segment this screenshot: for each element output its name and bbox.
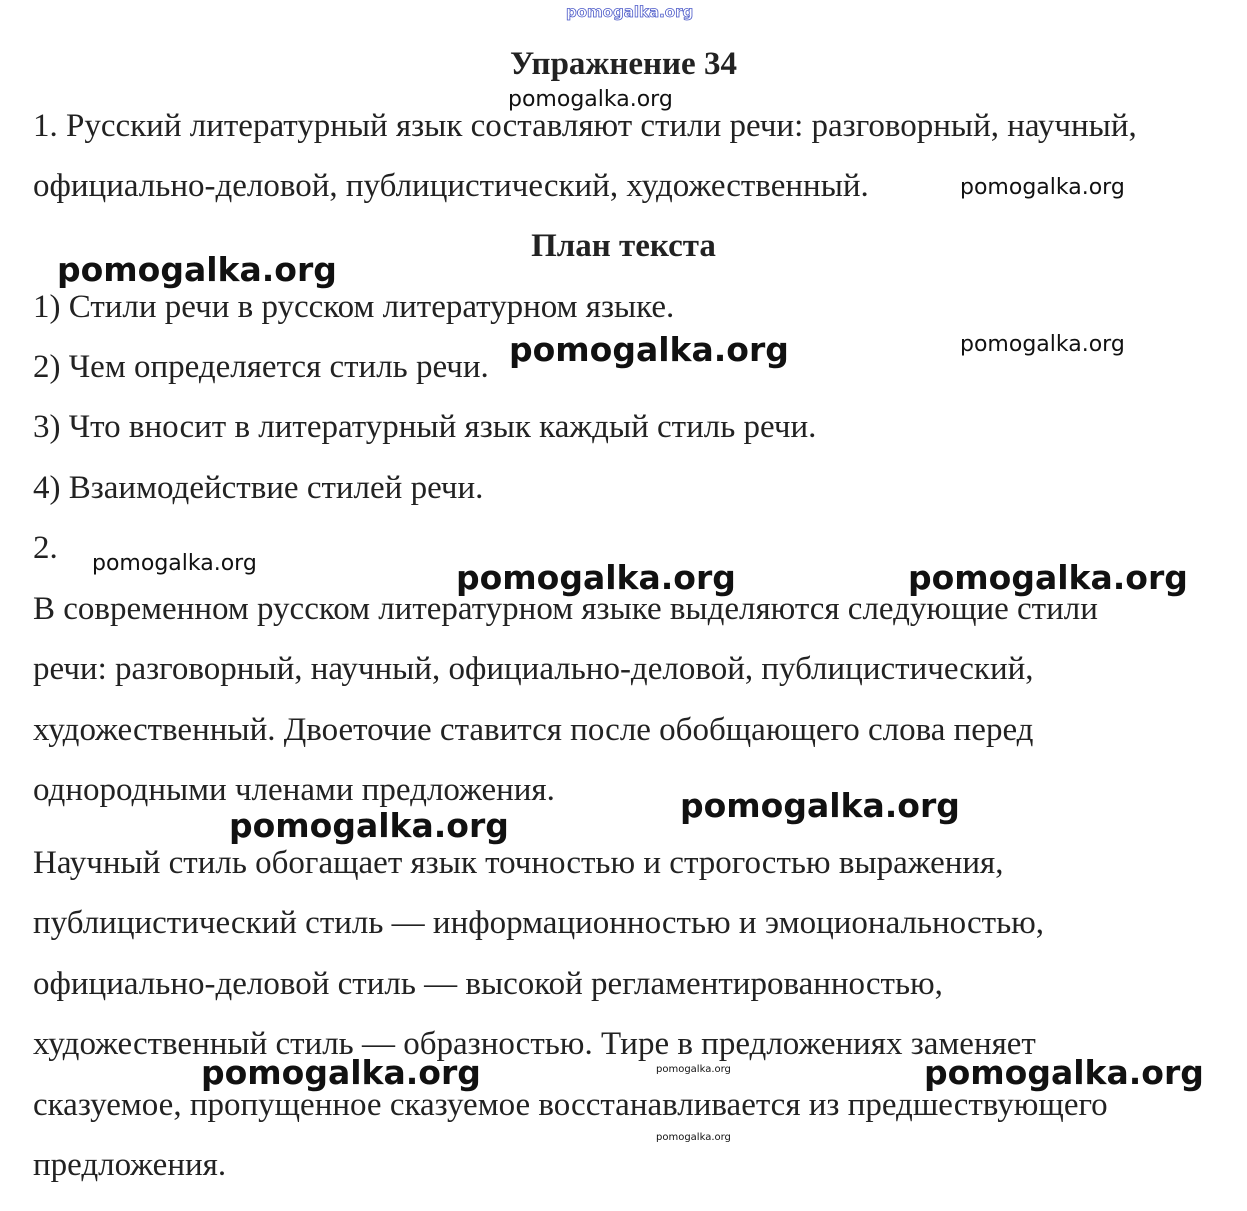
part2-p2-line-2: публицистический стиль — информационностью и эмоциональностью, [33,905,1045,941]
part2-p2-line-1: Научный стиль обогащает язык точностью и строгостью выражения, [33,845,1004,881]
watermark: pomogalka.org [229,806,509,845]
part2-p1-line-1: В современном русском литературном языке выделяются следующие стили [33,591,1098,627]
part2-p2-line-4: художественный стиль — образностью. Тире в предложениях заменяет [33,1026,1036,1062]
watermark: pomogalka.org [680,786,960,825]
part2-p2-line-5: сказуемое, пропущенное сказуемое восстанавливается из предшествующего [33,1087,1108,1123]
part2-p1-line-3: художественный. Двоеточие ставится после обобщающего слова перед [33,712,1034,748]
watermark: pomogalka.org [656,1132,731,1143]
part2-p1-line-2: речи: разговорный, научный, официально-деловой, публицистический, [33,651,1034,687]
watermark-logo: pomogalka.org [566,3,694,21]
watermark: pomogalka.org [509,330,789,369]
plan-item-2: 2) Чем определяется стиль речи. [33,349,489,385]
exercise-title: Упражнение 34 [510,46,737,82]
watermark: pomogalka.org [201,1053,481,1092]
plan-item-3: 3) Что вносит в литературный язык каждый стиль речи. [33,409,817,445]
watermark: pomogalka.org [508,87,673,112]
watermark: pomogalka.org [57,250,337,289]
part2-p2-line-6: предложения. [33,1147,227,1183]
plan-title: План текста [531,228,716,264]
watermark: pomogalka.org [656,1064,731,1075]
part2-p2-line-3: официально-деловой стиль — высокой регламентированностью, [33,966,943,1002]
watermark: pomogalka.org [908,558,1188,597]
watermark: pomogalka.org [924,1053,1204,1092]
plan-item-1: 1) Стили речи в русском литературном языке. [33,289,675,325]
part2-number: 2. [33,530,58,566]
part2-p1-line-4: однородными членами предложения. [33,772,555,808]
watermark: pomogalka.org [960,175,1125,200]
plan-item-4: 4) Взаимодействие стилей речи. [33,470,484,506]
watermark: pomogalka.org [456,558,736,597]
watermark: pomogalka.org [92,551,257,576]
watermark: pomogalka.org [960,332,1125,357]
part1-line-2: официально-деловой, публицистический, художественный. [33,168,869,204]
part1-line-1: 1. Русский литературный язык составляют стили речи: разговорный, научный, [33,108,1137,144]
